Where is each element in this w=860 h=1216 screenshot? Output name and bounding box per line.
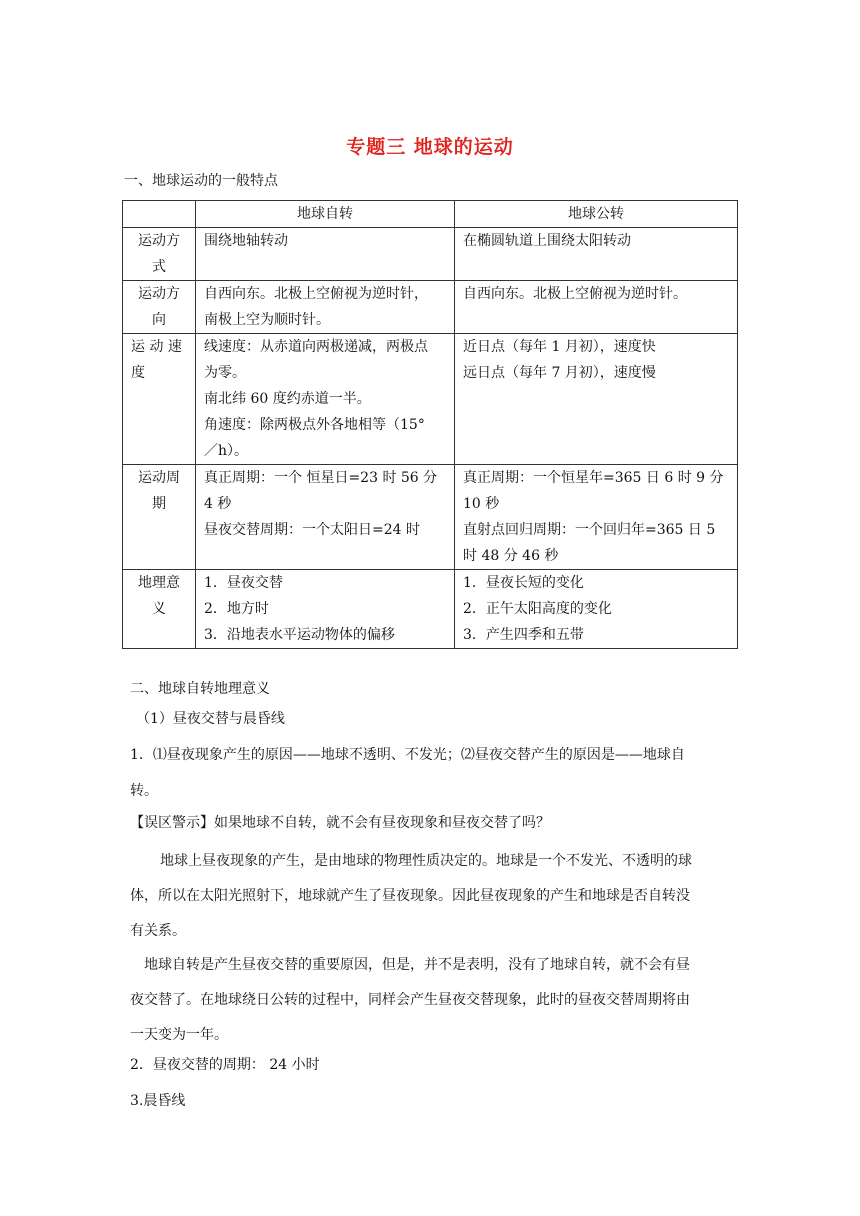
row-label-line: 运动方 [138,286,180,302]
header-rotation: 地球自转 [196,201,455,228]
cell-rotation [196,465,455,570]
cell-line: 真正周期：一个恒星年=365 日 6 时 9 分 [463,470,724,486]
cell-line: 昼夜交替周期：一个太阳日=24 时 [204,522,420,538]
row-label [123,465,196,570]
cell-line: 线速度：从赤道向两极递减，两极点 [204,339,428,355]
cell-line: 角速度：除两极点外各地相等（15° [204,417,425,433]
row-label [123,570,196,649]
cell-line: 3．产生四季和五带 [463,627,584,643]
cell-line: 自西向东。北极上空俯视为逆时针， [204,286,428,302]
text-line: 夜交替了。在地球绕日公转的过程中，同样会产生昼夜交替现象，此时的昼夜交替周期将由 [130,992,690,1008]
cell-revolution [455,334,738,465]
cell-line: 真正周期：一个 恒星日=23 时 56 分 [204,470,438,486]
text-line: 1．⑴昼夜现象产生的原因——地球不透明、不发光；⑵昼夜交替产生的原因是——地球自 [130,747,685,763]
row-label-line: 义 [152,601,166,617]
cell-line: 远日点（每年 7 月初），速度慢 [463,365,656,381]
cell-line: 时 48 分 46 秒 [463,548,559,564]
table-row [123,281,738,334]
paragraph-2 [130,948,738,1053]
table-header-row [123,201,738,228]
paragraph-1 [130,844,738,949]
page-title: 专题三 地球的运动 [346,136,514,158]
cell-rotation [196,570,455,649]
row-label-line: 式 [152,259,166,275]
cell-line: ／h）。 [204,443,249,459]
row-label [123,281,196,334]
cell-line: 1．昼夜交替 [204,575,283,591]
row-label [123,228,196,281]
cell-line: 自西向东。北极上空俯视为逆时针。 [463,286,687,302]
table-row [123,334,738,465]
text-line: 一天变为一年。 [130,1027,228,1043]
cell-line: 2．正午太阳高度的变化 [463,601,612,617]
row-label-line: 度 [131,365,145,381]
table-row [123,570,738,649]
item-1 [130,742,738,804]
cell-revolution [455,570,738,649]
row-label-line: 期 [152,496,166,512]
cell-revolution [455,228,738,281]
table-row [123,465,738,570]
row-label [123,334,196,465]
cell-line: 南极上空为顺时针。 [204,312,330,328]
cell-line: 为零。 [204,365,246,381]
row-label-line: 运动方 [138,233,180,249]
cell-line: 在椭圆轨道上围绕太阳转动 [463,233,631,249]
cell-line: 南北纬 60 度约赤道一半。 [204,391,371,407]
row-label-line: 地理意 [138,575,180,591]
text-line: 有关系。 [130,923,186,939]
cell-line: 围绕地轴转动 [204,233,288,249]
cell-rotation [196,281,455,334]
text-line: 地球上昼夜现象的产生，是由地球的物理性质决定的。地球是一个不发光、不透明的球 [160,853,692,869]
cell-rotation [196,334,455,465]
cell-line: 1．昼夜长短的变化 [463,575,584,591]
cell-line: 近日点（每年 1 月初），速度快 [463,339,656,355]
row-label-line: 运动周 [138,470,180,486]
cell-line: 2．地方时 [204,601,269,617]
cell-line: 3．沿地表水平运动物体的偏移 [204,627,395,643]
table-row [123,228,738,281]
item-3: 3.晨昏线 [130,1093,186,1109]
item-2: 2．昼夜交替的周期： 24 小时 [130,1057,320,1073]
section1-heading: 一、地球运动的一般特点 [124,173,278,189]
subsection-heading: （1）昼夜交替与晨昏线 [136,711,285,727]
cell-line: 4 秒 [204,496,232,512]
cell-revolution [455,465,738,570]
earth-motion-table [122,200,738,649]
section2-heading: 二、地球自转地理意义 [130,681,270,697]
cell-rotation [196,228,455,281]
text-line: 转。 [130,783,158,799]
cell-revolution [455,281,738,334]
text-line: 地球自转是产生昼夜交替的重要原因，但是，并不是表明，没有了地球自转，就不会有昼 [144,957,690,973]
cell-line: 直射点回归周期：一个回归年=365 日 5 [463,522,716,538]
text-line: 体，所以在太阳光照射下，地球就产生了昼夜现象。因此昼夜现象的产生和地球是否自转没 [130,888,690,904]
cell-line: 10 秒 [463,496,500,512]
row-label-line: 运 动 速 [131,339,182,355]
warning-note: 【误区警示】如果地球不自转，就不会有昼夜现象和昼夜交替了吗？ [130,815,550,831]
table-corner-cell [123,201,196,228]
row-label-line: 向 [152,312,166,328]
header-revolution: 地球公转 [455,201,738,228]
